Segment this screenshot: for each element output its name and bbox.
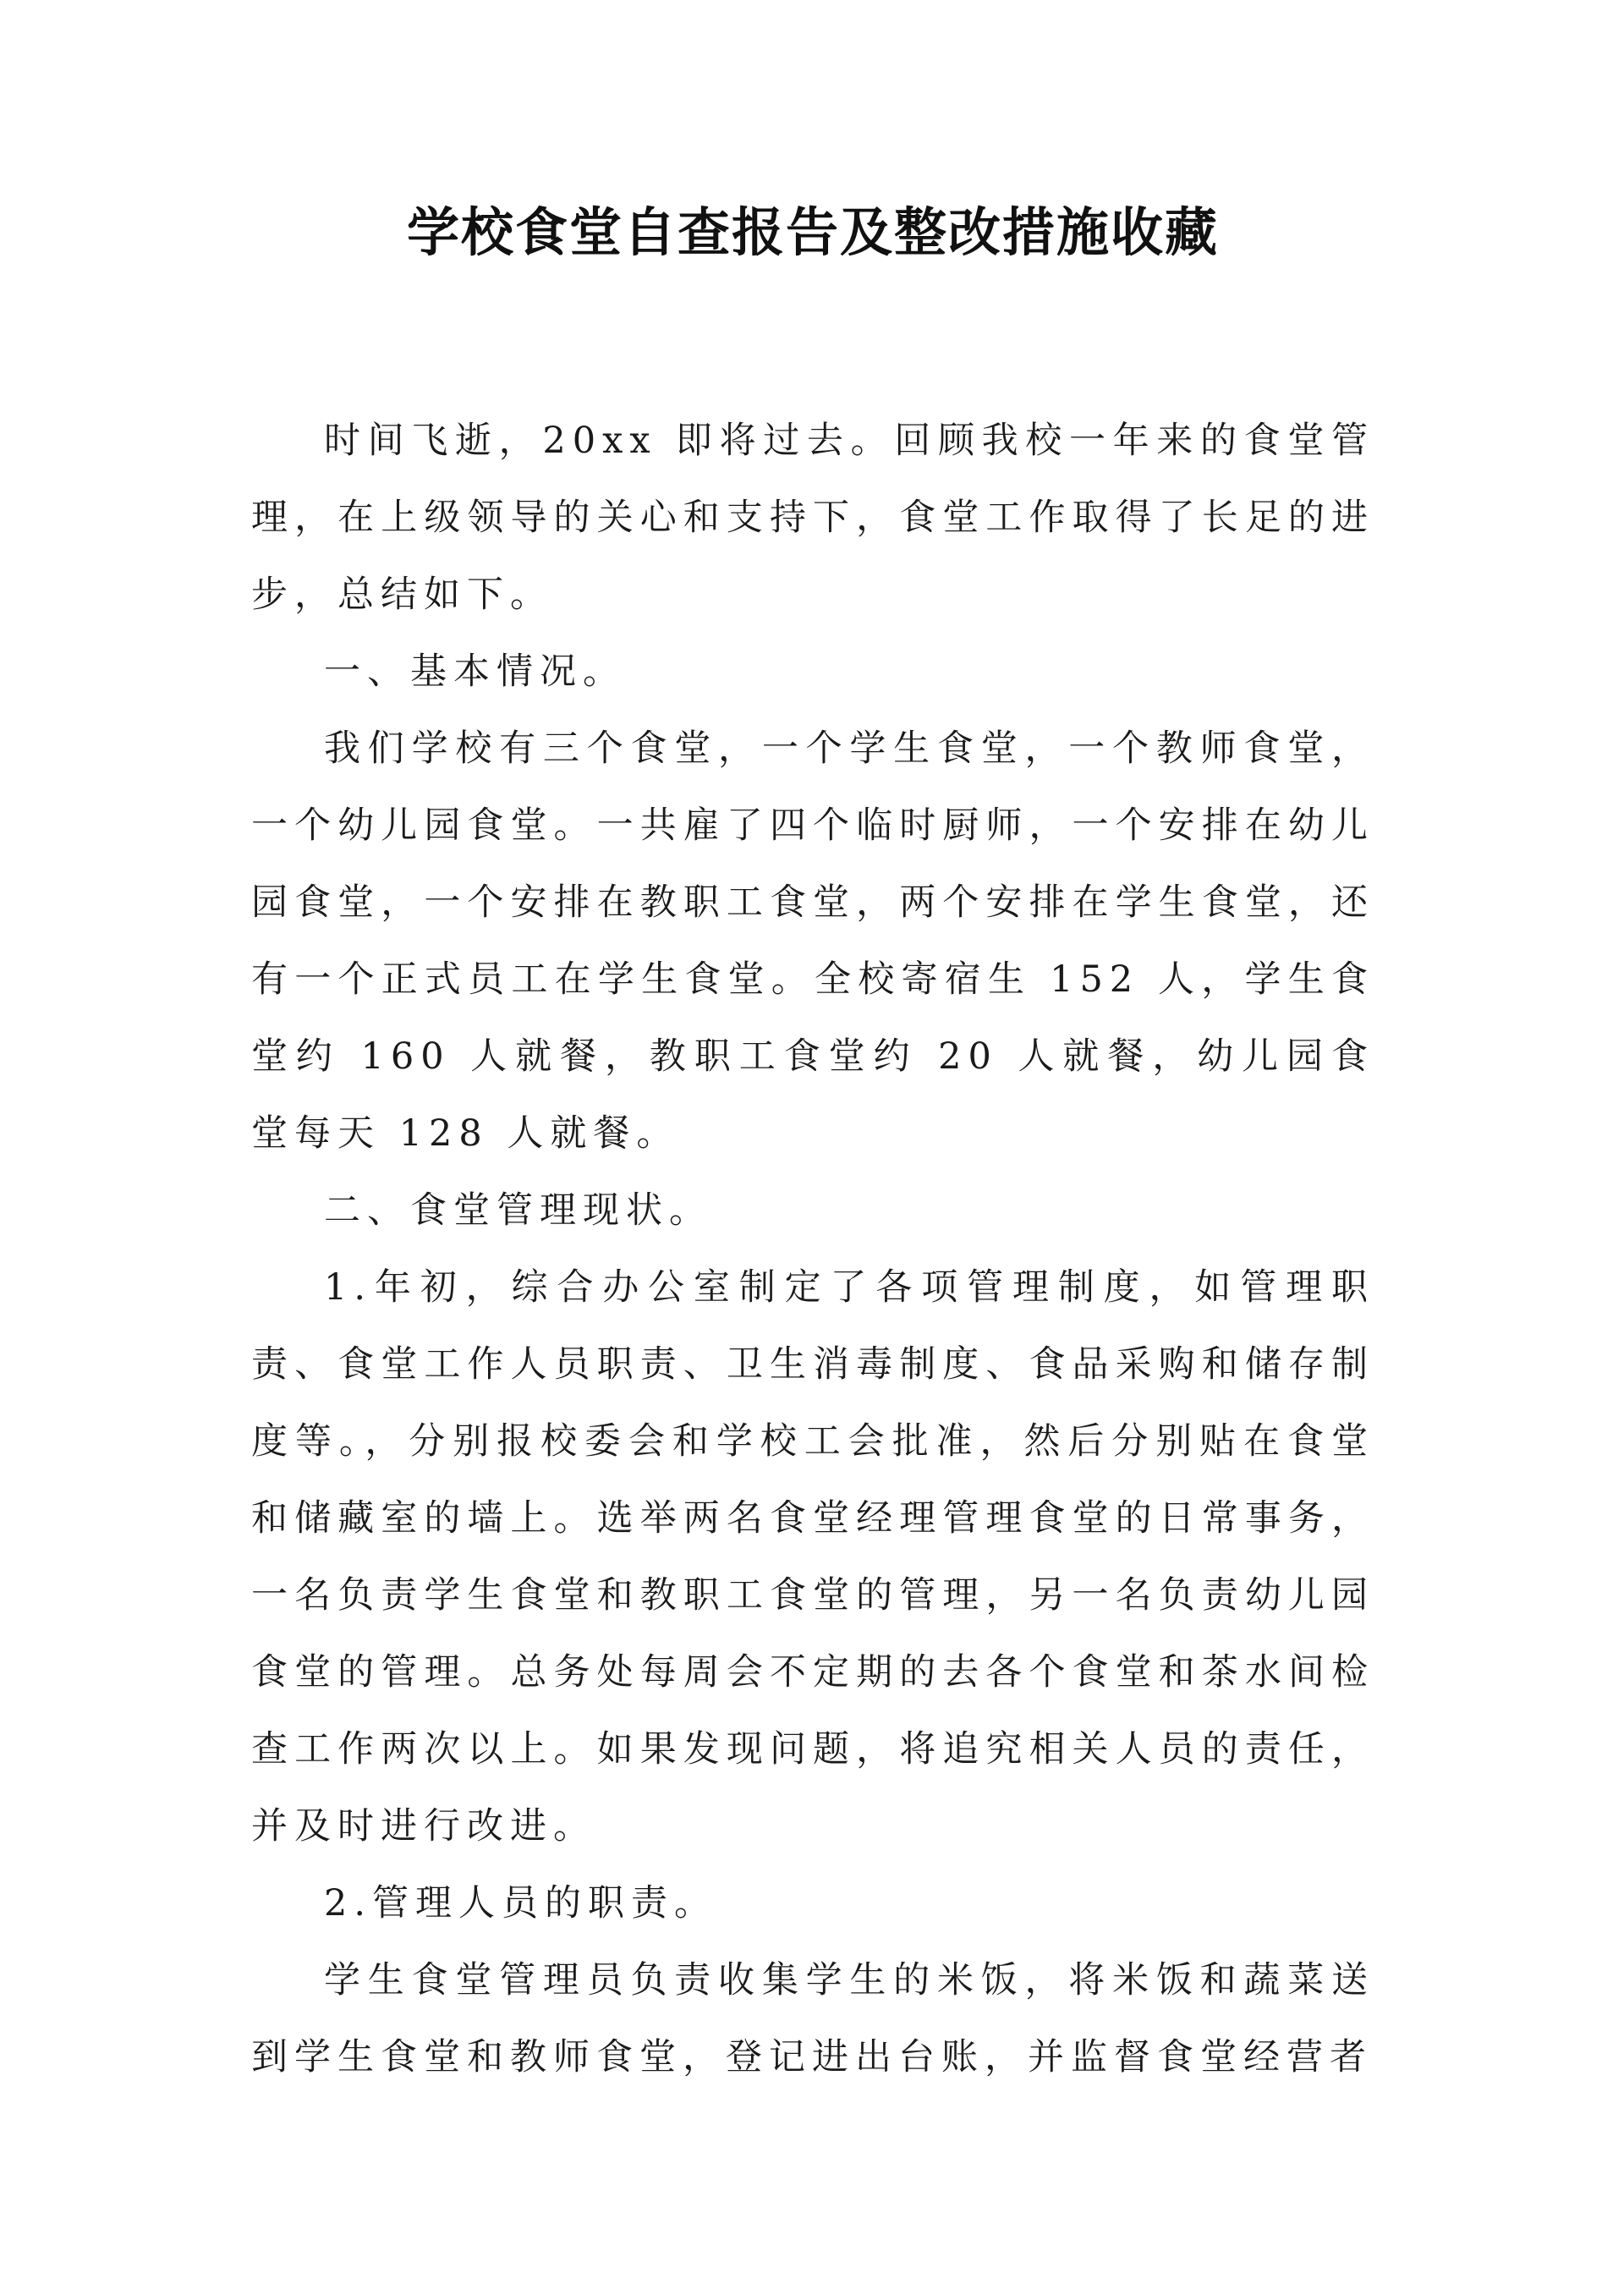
subheading-manager-duties: 2.管理人员的职责。	[324, 1882, 718, 1924]
paragraph-manager-duties: 学生食堂管理员负责收集学生的米饭，将米饭和蔬菜送到学生食堂和教师食堂，登记进出台账，并监督食堂经营者	[251, 1959, 1374, 2078]
paragraph-canteens-overview: 我们学校有三个食堂，一个学生食堂，一个教师食堂，一个幼儿园食堂。一共雇了四个临时厨师，一个安排在幼儿园食堂，一个安排在教职工食堂，两个安排在学生食堂，还有一个正式员工在学生食堂。全校寄宿生 152 人，学生食堂约 160 人就餐，教职工食堂约 20 人就餐，幼儿园食堂每天 128 人就餐。	[251, 727, 1374, 1155]
document-page	[251, 169, 1374, 2096]
section-heading-basic-situation: 一、基本情况。	[324, 651, 626, 693]
paragraph-intro: 时间飞逝，20xx 即将过去。回顾我校一年来的食堂管理，在上级领导的关心和支持下，食堂工作取得了长足的进步，总结如下。	[251, 420, 1374, 616]
document-body	[251, 403, 1374, 2096]
paragraph-management-systems: 1.年初，综合办公室制定了各项管理制度，如管理职责、食堂工作人员职责、卫生消毒制度、食品采购和储存制度等。，分别报校委会和学校工会批准，然后分别贴在食堂和储藏室的墙上。选举两名食堂经理管理食堂的日常事务，一名负责学生食堂和教职工食堂的管理，另一名负责幼儿园食堂的管理。总务处每周会不定期的去各个食堂和茶水间检查工作两次以上。如果发现问题，将追究相关人员的责任，并及时进行改进。	[251, 1266, 1374, 1848]
document-title: 学校食堂自查报告及整改措施收藏	[406, 201, 1219, 263]
section-heading-management-status: 二、食堂管理现状。	[324, 1189, 712, 1232]
